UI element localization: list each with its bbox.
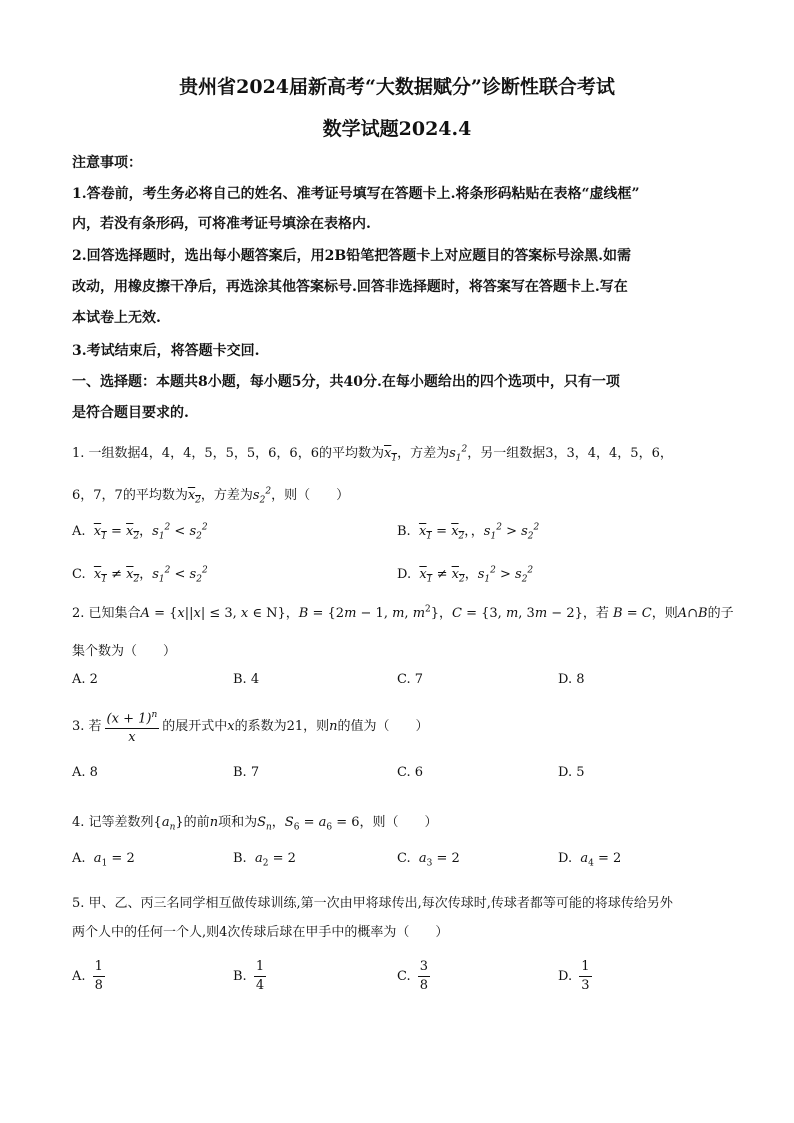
q3-option-b[interactable]: B. 7 bbox=[233, 765, 260, 780]
q2-line2: 集个数为（ ） bbox=[72, 644, 177, 659]
q3-option-d[interactable]: D. 5 bbox=[558, 765, 585, 780]
q1-option-b[interactable]: B. $x_1 = x_2$，，$s_1^2 > s_2^2$ bbox=[397, 522, 540, 542]
section-heading-a: 一、选择题：本题共8小题，每小题5分，共40分.在每小题给出的四个选项中，只有一项 bbox=[72, 374, 620, 390]
q5-option-a[interactable]: A. $\frac{1}{8}$ bbox=[72, 959, 103, 993]
q1-line2: 6，7，7的平均数为$x_2$，方差为$s_2^2$，则（ ） bbox=[72, 486, 350, 506]
q2-option-c[interactable]: C. 7 bbox=[397, 672, 424, 687]
q1-option-d[interactable]: D. $x_1 \ne x_2$，$s_1^2 > s_2^2$ bbox=[397, 565, 534, 585]
q2-line1: 2. 已知集合A = {x||x| ≤ 3, x ∈ N}，B = {2m − 1, m, $m^2$}，C = {3, m, 3m − 2}，若 B = C，则A∩B的子 bbox=[72, 604, 734, 621]
q4-line1: 4. 记等差数列$\{a_n\}$的前n项和为$S_n$，$S_6 = a_6 = 6$，则（ ） bbox=[72, 815, 438, 833]
q2-option-d[interactable]: D. 8 bbox=[558, 672, 585, 687]
q1-line1: 1. 一组数据4，4，4，5，5，5，6，6，6的平均数为$x_1$，方差为$s_1^2$，另一组数据3，3，4，4，5，6， bbox=[72, 444, 673, 464]
q3-option-c[interactable]: C. 6 bbox=[397, 765, 424, 780]
q1-option-c[interactable]: C. $x_1 \ne x_2$，$s_1^2 < s_2^2$ bbox=[72, 565, 208, 585]
q4-option-b[interactable]: B. $a_2 = 2$ bbox=[233, 851, 296, 869]
q5-line2: 两个人中的任何一个人,则4次传球后球在甲手中的概率为（ ） bbox=[72, 925, 449, 940]
notice-heading: 注意事项： bbox=[72, 155, 142, 171]
notice-item-2c: 本试卷上无效. bbox=[72, 310, 161, 326]
q3-line1: 3. 若 $\frac{(x + 1)^n}{x}$ 的展开式中x的系数为21，则n的值为（ ） bbox=[72, 706, 429, 747]
section-heading-b: 是符合题目要求的. bbox=[72, 405, 189, 421]
notice-item-3: 3.考试结束后，将答题卡交回. bbox=[72, 343, 260, 359]
q4-option-a[interactable]: A. $a_1 = 2$ bbox=[72, 851, 135, 869]
notice-item-2b: 改动，用橡皮擦干净后，再选涂其他答案标号.回答非选择题时，将答案写在答题卡上.写在 bbox=[72, 279, 628, 295]
q4-option-c[interactable]: C. $a_3 = 2$ bbox=[397, 851, 460, 869]
exam-title: 贵州省2024届新高考“大数据赋分”诊断性联合考试 bbox=[179, 76, 615, 98]
notice-item-2a: 2.回答选择题时，选出每小题答案后，用2B铅笔把答题卡上对应题目的答案标号涂黑.如需 bbox=[72, 248, 632, 264]
q5-line1: 5. 甲、乙、丙三名同学相互做传球训练,第一次由甲将球传出,每次传球时,传球者都等可能的将球传给另外 bbox=[72, 896, 673, 911]
q4-option-d[interactable]: D. $a_4 = 2$ bbox=[558, 851, 622, 869]
q5-option-d[interactable]: D. $\frac{1}{3}$ bbox=[558, 959, 590, 993]
q2-option-b[interactable]: B. 4 bbox=[233, 672, 260, 687]
q1-option-a[interactable]: A. $x_1 = x_2$，$s_1^2 < s_2^2$ bbox=[72, 522, 208, 542]
notice-item-1a: 1.答卷前，考生务必将自己的姓名、准考证号填写在答题卡上.将条形码粘贴在表格“虚线框” bbox=[72, 186, 640, 202]
q2-option-a[interactable]: A. 2 bbox=[72, 672, 98, 687]
q5-option-c[interactable]: C. $\frac{3}{8}$ bbox=[397, 959, 429, 993]
exam-subtitle: 数学试题2024.4 bbox=[322, 118, 472, 140]
q5-option-b[interactable]: B. $\frac{1}{4}$ bbox=[233, 959, 265, 993]
q3-option-a[interactable]: A. 8 bbox=[72, 765, 98, 780]
notice-item-1b: 内，若没有条形码，可将准考证号填涂在表格内. bbox=[72, 216, 371, 232]
